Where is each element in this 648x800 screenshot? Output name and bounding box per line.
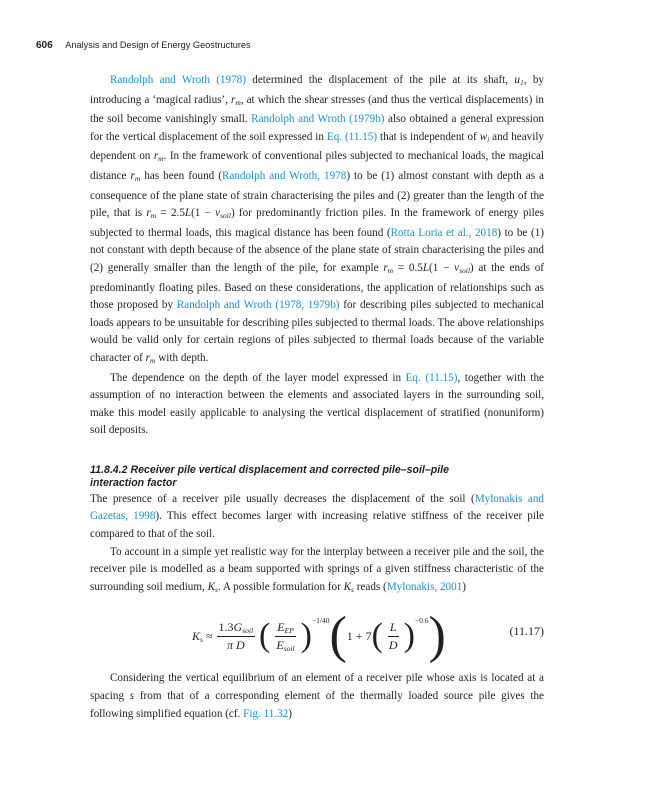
- section-heading: [90, 464, 544, 490]
- running-header: [36, 40, 612, 56]
- equation-link[interactable]: Eq. (11.15): [326, 130, 378, 143]
- equation-link[interactable]: Eq. (11.15): [405, 371, 458, 384]
- citation-link[interactable]: Rotta Loria et al., 2018: [390, 226, 498, 239]
- citation-link[interactable]: Mylonakis, 2001: [386, 580, 463, 593]
- paragraph: Randolph and Wroth (1978) determined the displacement of the pile at its shaft, $u_1$, by introducing a ‘magical radius’, $r_m$, at which the shear stresses (and thus the vertical displacements) in the soil become vanishingly small. Randolph and Wroth (1979b) also obtained a general expression for the vertical displacement of the soil expressed in Eq. (11.15) that is independent of $w_i$ and heavily dependent on $r_m$. In the framework of conventional piles subjected to mechanical loads, the magical distance $r_m$ has been found (Randolph and Wroth, 1978) to be (1) almost constant with depth as a consequence of the plane state of strain characterising the piles and (2) greater than the length of the pile, that is $r_m = 2.5L(1 - \nu_{soil})$ for predominantly friction piles. In the framework of energy piles subjected to thermal loads, this magical distance has been found (Rotta Loria et al., 2018) to be (1) not constant with depth because of the absence of the plane state of strain characterising the piles and (2) generally smaller than the length of the pile, for example $r_m = 0.5L(1 - \nu_{soil})$ at the ends of predominantly floating piles. Based on these considerations, the application of relationships such as those proposed by Randolph and Wroth (1978, 1979b) for describing piles subjected to mechanical loads appears to be unsuitable for describing piles subjected to thermal loads. The above relationships would be valid only for certain regions of piles subjected to thermal loads because of the variable character of $r_m$ with depth.: [90, 74, 545, 365]
- equation-exponent: −1/40: [311, 615, 330, 625]
- section-heading-line: interaction factor: [90, 476, 177, 489]
- citation-link[interactable]: Randolph and Wroth (1979b): [251, 113, 385, 126]
- page-number: 606: [36, 40, 53, 51]
- equation-11-17: $K_s$ ≈ $\frac{1.3G_{soil}}{\text{π D}}$ ( $\frac{E_{EP}}{E_{soil}}$ ) −1/40 ( 1 + 7 ( $\frac{L}{D}$ ) −0.6 ) (11.17): [192, 607, 544, 665]
- running-title: Analysis and Design of Energy Geostructures: [65, 40, 251, 50]
- paragraph: Considering the vertical equilibrium of an element of a receiver pile whose axis is located at a spacing s from that of a corresponding element of the thermally loaded source pile gives the following simplified equation (cf. Fig. 11.32): [90, 672, 544, 720]
- citation-link[interactable]: Mylonakis and Gazetas, 1998: [90, 492, 544, 523]
- paragraph: The dependence on the depth of the layer model expressed in Eq. (11.15), together with the assumption of no interaction between the elements and associated layers in the surrounding soil, make this model easily applicable to analysing the vertical displacement of stratified (nonuniform) soil deposits.: [90, 371, 544, 437]
- equation-exponent: −0.6: [414, 615, 429, 625]
- citation-link[interactable]: Randolph and Wroth (1978): [110, 74, 246, 86]
- section-heading-line: 11.8.4.2 Receiver pile vertical displacement and corrected pile–soil–pile: [90, 463, 449, 476]
- page-body: [90, 72, 544, 723]
- equation-number: (11.17): [509, 624, 544, 639]
- paragraph: The presence of a receiver pile usually decreases the displacement of the soil (Mylonakis and Gazetas, 1998). This effect becomes larger with increasing relative stiffness of the receiver pile compared to that of the soil.: [90, 492, 544, 541]
- citation-link[interactable]: Randolph and Wroth (1978, 1979b): [176, 299, 340, 312]
- figure-link[interactable]: Fig. 11.32: [243, 707, 289, 720]
- paragraph: To account in a simple yet realistic way for the interplay between a receiver pile and the soil, the receiver pile is modelled as a beam supported with springs of a given stiffness characteristic of the surrounding soil medium, $K_s$. A possible formulation for $K_s$ reads (Mylonakis, 2001): [90, 545, 544, 594]
- citation-link[interactable]: Randolph and Wroth, 1978: [221, 169, 347, 182]
